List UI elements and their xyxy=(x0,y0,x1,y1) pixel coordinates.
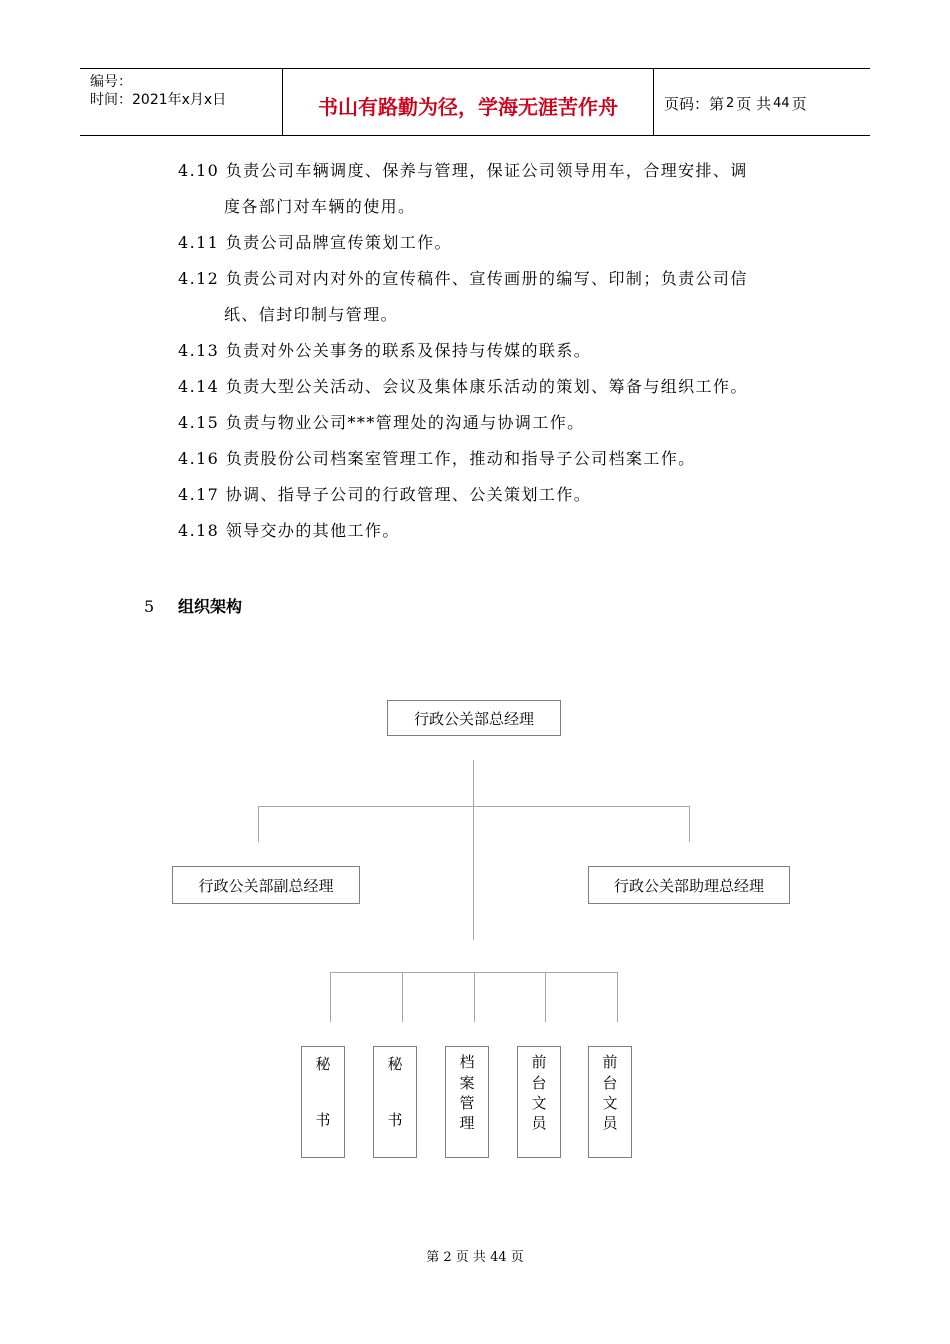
list-item xyxy=(178,376,748,398)
staff-char: 前 xyxy=(602,1053,618,1071)
footer-total: 44 xyxy=(490,1250,507,1265)
list-item xyxy=(178,232,452,254)
staff-char: 台 xyxy=(602,1074,618,1092)
footer-prefix: 第 xyxy=(426,1250,440,1265)
staff-char: 案 xyxy=(459,1074,475,1092)
item-text: 领导交办的其他工作。 xyxy=(225,521,400,540)
item-text: 负责公司品牌宣传策划工作。 xyxy=(225,233,452,252)
org-box-archive-management xyxy=(445,1046,489,1158)
staff-char: 员 xyxy=(531,1114,547,1132)
item-number: 4.14 xyxy=(178,377,220,396)
list-item xyxy=(178,484,591,506)
section-number: 5 xyxy=(144,597,155,616)
staff-char: 秘 xyxy=(315,1055,331,1073)
section-title: 组织架构 xyxy=(178,597,243,616)
connector-staff-drop xyxy=(474,972,475,1022)
staff-char: 书 xyxy=(387,1111,403,1129)
connector-left-drop xyxy=(258,806,259,842)
list-item xyxy=(178,340,591,362)
item-number: 4.10 xyxy=(178,161,220,180)
list-item xyxy=(178,520,400,542)
list-item xyxy=(178,448,696,470)
item-number: 4.13 xyxy=(178,341,220,360)
item-text: 协调、指导子公司的行政管理、公关策划工作。 xyxy=(225,485,592,504)
connector-main-vertical xyxy=(473,760,474,940)
staff-char: 员 xyxy=(602,1114,618,1132)
page-total: 44 xyxy=(773,95,790,111)
footer-mid: 页 共 xyxy=(455,1250,486,1265)
footer-suffix: 页 xyxy=(510,1250,524,1265)
list-item-continuation: 度各部门对车辆的使用。 xyxy=(224,197,416,216)
list-item xyxy=(178,160,748,182)
page-header xyxy=(80,68,870,136)
staff-char: 秘 xyxy=(387,1055,403,1073)
connector-staff-drop xyxy=(330,972,331,1022)
org-box-general-manager: 行政公关部总经理 xyxy=(387,700,561,736)
serial-label: 编号： xyxy=(90,74,132,90)
org-box-front-desk xyxy=(517,1046,561,1158)
org-box-deputy-manager: 行政公关部副总经理 xyxy=(172,866,360,904)
page-mid: 页 共 xyxy=(736,94,772,113)
list-item xyxy=(178,268,748,290)
connector-top-horizontal xyxy=(258,806,690,807)
page-current: 2 xyxy=(726,95,735,111)
org-box-secretary xyxy=(373,1046,417,1158)
item-number: 4.16 xyxy=(178,449,220,468)
item-number: 4.12 xyxy=(178,269,220,288)
section-heading xyxy=(144,594,242,617)
staff-char: 前 xyxy=(531,1053,547,1071)
item-text: 负责股份公司档案室管理工作，推动和指导子公司档案工作。 xyxy=(225,449,696,468)
item-text: 负责与物业公司***管理处的沟通与协调工作。 xyxy=(225,413,585,432)
item-number: 4.17 xyxy=(178,485,220,504)
staff-char: 理 xyxy=(459,1114,475,1132)
org-box-assistant-manager: 行政公关部助理总经理 xyxy=(588,866,790,904)
page-suffix: 页 xyxy=(791,94,807,113)
page-prefix: 页码：第 xyxy=(664,94,725,113)
item-number: 4.18 xyxy=(178,521,220,540)
staff-char: 文 xyxy=(531,1094,547,1112)
list-item xyxy=(178,412,585,434)
header-motto: 书山有路勤为径，学海无涯苦作舟 xyxy=(282,69,654,135)
connector-staff-drop xyxy=(545,972,546,1022)
staff-char: 档 xyxy=(459,1053,475,1071)
item-number: 4.11 xyxy=(178,233,220,252)
footer-current: 2 xyxy=(443,1250,452,1265)
item-text: 负责公司对内对外的宣传稿件、宣传画册的编写、印制；负责公司信 xyxy=(225,269,748,288)
header-meta xyxy=(80,69,282,135)
item-number: 4.15 xyxy=(178,413,220,432)
page-footer xyxy=(0,1246,950,1265)
item-text: 负责对外公关事务的联系及保持与传媒的联系。 xyxy=(225,341,592,360)
header-page-number xyxy=(654,69,870,135)
list-item-continuation: 纸、信封印制与管理。 xyxy=(224,305,399,324)
staff-char: 管 xyxy=(459,1094,475,1112)
staff-char: 文 xyxy=(602,1094,618,1112)
org-box-secretary xyxy=(301,1046,345,1158)
connector-staff-drop xyxy=(617,972,618,1022)
item-text: 负责大型公关活动、会议及集体康乐活动的策划、筹备与组织工作。 xyxy=(225,377,748,396)
time-label: 时间：2021年x月x日 xyxy=(90,92,227,108)
org-box-front-desk xyxy=(588,1046,632,1158)
staff-char: 书 xyxy=(315,1111,331,1129)
staff-char: 台 xyxy=(531,1074,547,1092)
connector-right-drop xyxy=(689,806,690,842)
item-text: 负责公司车辆调度、保养与管理，保证公司领导用车，合理安排、调 xyxy=(225,161,748,180)
connector-staff-drop xyxy=(402,972,403,1022)
